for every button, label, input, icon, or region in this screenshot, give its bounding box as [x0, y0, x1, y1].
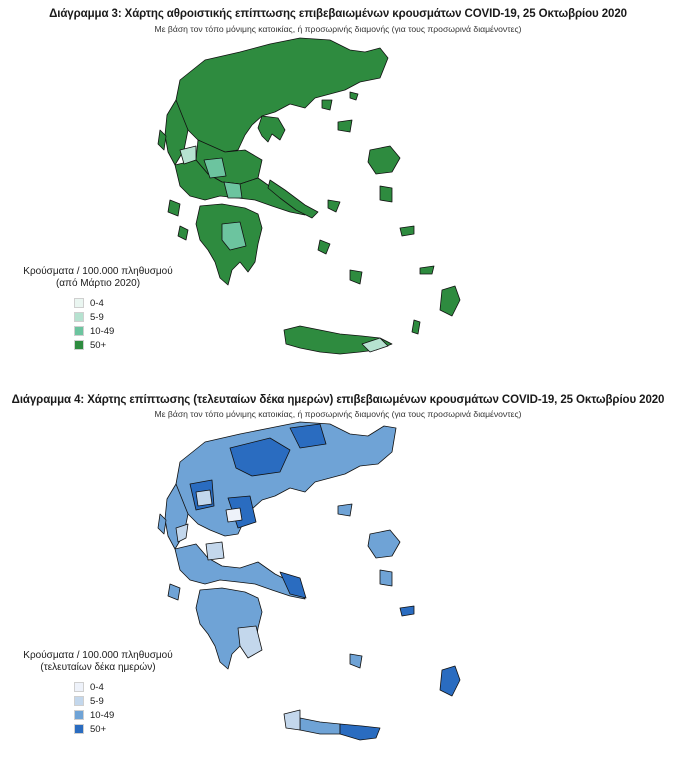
diagram-3-legend — [18, 266, 178, 352]
legend-4-title: Κρούσματα / 100.000 πληθυσμού — [23, 650, 173, 661]
legend-4-label-0: 0-4 — [90, 681, 104, 693]
legend-3-subtitle: (από Μάρτιο 2020) — [55, 278, 141, 289]
legend-3-swatch-3 — [74, 340, 84, 350]
legend-3-label-2: 10-49 — [90, 325, 115, 337]
diagram-4-legend — [18, 650, 178, 736]
legend-4-label-1: 5-9 — [90, 695, 104, 707]
map4-white-region-1 — [226, 508, 242, 522]
map4-light-region-1 — [196, 490, 212, 506]
diagram-4-panel — [0, 388, 676, 777]
map4-samos — [400, 606, 414, 616]
map3-samos — [400, 226, 414, 236]
legend-4-swatch-1 — [74, 696, 84, 706]
map3-karpathos — [412, 320, 420, 334]
legend-3-item-1 — [74, 310, 178, 324]
map3-thasos — [322, 100, 332, 110]
legend-3-item-2 — [74, 324, 178, 338]
legend-4-swatch-3 — [74, 724, 84, 734]
map4-light-region-3 — [238, 626, 262, 658]
diagram-3-subtitle: Με βάση τον τόπο μόνιμης κατοικίας, ή προσωρινής διαμονής (για τους προσωρινά διαμένοντες) — [154, 24, 522, 34]
legend-4-item-3 — [74, 722, 178, 736]
legend-4-subtitle: (τελευταίων δέκα ημερών) — [40, 662, 156, 673]
legend-3-swatch-2 — [74, 326, 84, 336]
diagram-3-panel — [0, 0, 676, 380]
legend-3-swatch-0 — [74, 298, 84, 308]
legend-3-swatch-1 — [74, 312, 84, 322]
legend-3-label-1: 5-9 — [90, 311, 104, 323]
map4-crete-west — [300, 718, 340, 734]
map3-lemnos — [338, 120, 352, 132]
legend-3-label-3: 50+ — [90, 339, 107, 351]
legend-4-item-0 — [74, 680, 178, 694]
map4-lesvos — [368, 530, 400, 558]
map3-skyros — [328, 200, 340, 212]
legend-3-title: Κρούσματα / 100.000 πληθυσμού — [23, 266, 173, 277]
legend-3-item-0 — [74, 296, 178, 310]
map3-kefalonia — [168, 200, 180, 216]
diagram-4-title: Διάγραμμα 4: Χάρτης επίπτωσης (τελευταίων δέκα ημερών) επιβεβαιωμένων κρουσμάτων COVID-19, 25 Οκτωβρίου 2020 — [11, 394, 665, 406]
legend-4-label-2: 10-49 — [90, 709, 115, 721]
map4-chios — [380, 570, 392, 586]
legend-3-label-0: 0-4 — [90, 297, 104, 309]
diagram-3-title: Διάγραμμα 3: Χάρτης αθροιστικής επίπτωσης επιβεβαιωμένων κρουσμάτων COVID-19, 25 Οκτωβρίου 2020 — [49, 8, 627, 20]
map3-samothraki — [350, 92, 358, 100]
legend-4-item-1 — [74, 694, 178, 708]
map3-zakynthos — [178, 226, 188, 240]
map3-chios — [380, 186, 392, 202]
legend-4-swatch-2 — [74, 710, 84, 720]
map3-naxos — [350, 270, 362, 284]
map3-rhodes — [440, 286, 460, 316]
map4-rhodes — [440, 666, 460, 696]
map4-kefalonia — [168, 584, 180, 600]
map4-crete-east — [340, 724, 380, 740]
diagram-4-subtitle: Με βάση τον τόπο μόνιμης κατοικίας, ή προσωρινής διαμονής (για τους προσωρινά διαμένοντες) — [154, 409, 522, 419]
map3-andros — [318, 240, 330, 254]
map4-light-region-2 — [206, 542, 224, 560]
map4-macedonia-thrace — [176, 422, 396, 536]
map3-lesvos — [368, 146, 400, 174]
map4-lemnos — [338, 504, 352, 516]
map3-kos — [420, 266, 434, 274]
legend-4-item-2 — [74, 708, 178, 722]
map4-naxos — [350, 654, 362, 668]
map3-chalkidiki — [258, 116, 285, 142]
legend-3-item-3 — [74, 338, 178, 352]
legend-4-swatch-0 — [74, 682, 84, 692]
map4-crete-chania — [284, 710, 300, 730]
legend-4-label-3: 50+ — [90, 723, 107, 735]
